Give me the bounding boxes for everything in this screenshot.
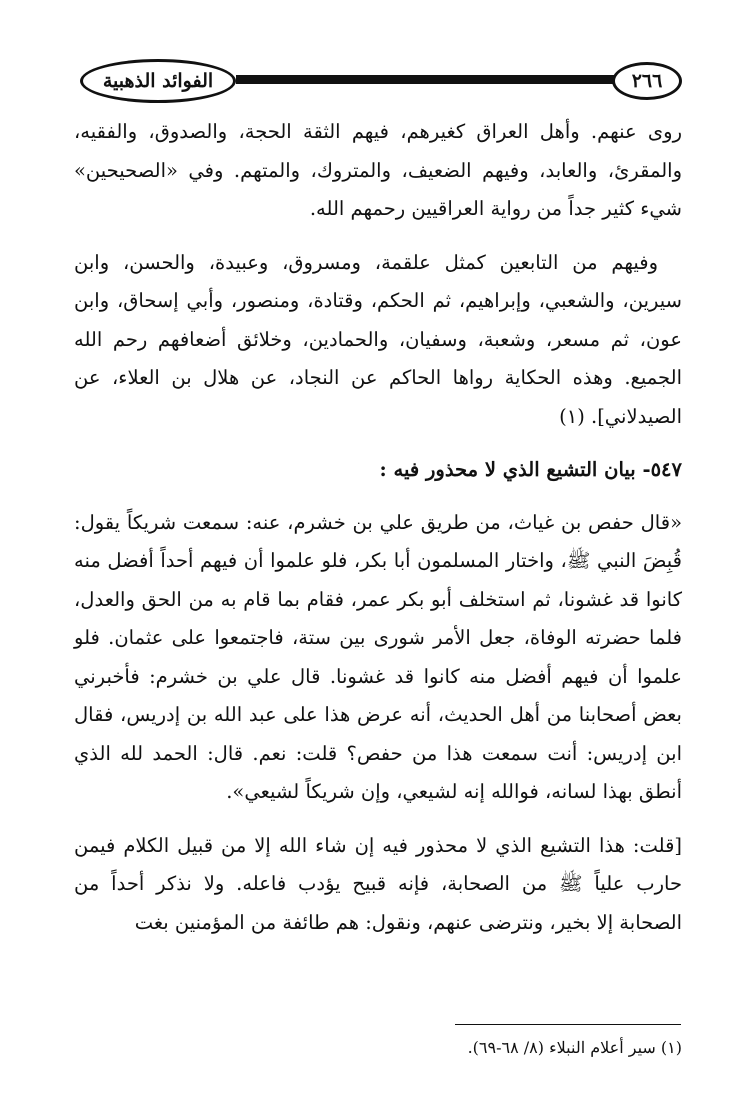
section-heading: ٥٤٧- بيان التشيع الذي لا محذور فيه : <box>379 458 682 481</box>
footnote-separator <box>455 1024 681 1025</box>
closing-paragraph: [قلت: هذا التشيع الذي لا محذور فيه إن شاء الله إلا من قبيل الكلام فيمن حارب علياً ﷺ من الصحابة، فإنه قبيح يؤدب فاعله. ولا نذكر أحداً من الصحابة إلا بخير، ونترضى عنهم، ونقول: هم طائفة من المؤمنين بغت <box>74 833 682 934</box>
main-text <box>74 113 682 957</box>
header-rule <box>236 75 616 84</box>
page-number: ٢٦٦ <box>631 70 663 92</box>
book-title-badge <box>80 59 236 103</box>
page-number-badge <box>612 62 682 100</box>
footnote: (١) سير أعلام النبلاء (٨/ ٦٨-٦٩). <box>467 1038 682 1057</box>
paragraph-2: وفيهم من التابعين كمثل علقمة، ومسروق، وعبيدة، والحسن، وابن سيرين، والشعبي، وإبراهيم، ثم الحكم، وقتادة، ومنصور، وأبي إسحاق، وابن عون، ثم مسعر، وشعبة، وسفيان، والحمادين، وخلائق أضعافهم رحم الله الجميع. وهذه الحكاية رواها الحاكم عن النجاد، عن هلال بن العلاء، عن الصيدلاني]. (١) <box>74 250 682 428</box>
page-header <box>0 0 756 130</box>
book-title: الفوائد الذهبية <box>102 70 214 92</box>
paragraph-1: روى عنهم. وأهل العراق كغيرهم، فيهم الثقة الحجة، والصدوق، والفقيه، والمقرئ، والعابد، وفيهم الضعيف، والمتروك، والمتهم. وفي «الصحيحين» شيء كثير جداً من رواية العراقيين رحمهم الله. <box>74 120 682 220</box>
quote-paragraph: «قال حفص بن غياث، من طريق علي بن خشرم، عنه: سمعت شريكاً يقول: قُبِضَ النبي ﷺ، واختار المسلمون أبا بكر، فلو علموا أن فيهم أحداً أفضل منه كانوا قد غشونا، ثم استخلف أبو بكر عمر، فقام بما قام به من الحق والعدل، فلما حضرته الوفاة، جعل الأمر شورى بين ستة، فاجتمعوا على عثمان. فلو علموا أن فيهم أفضل منه كانوا قد غشونا. قال علي بن خشرم: فأخبرني بعض أصحابنا من أهل الحديث، أنه عرض هذا على عبد الله بن إدريس، فقال ابن إدريس: أنت سمعت هذا من حفص؟ قلت: نعم. قال: الحمد لله الذي أنطق بهذا لسانه، فوالله إنه لشيعي، وإن شريكاً لشيعي». <box>74 510 682 803</box>
